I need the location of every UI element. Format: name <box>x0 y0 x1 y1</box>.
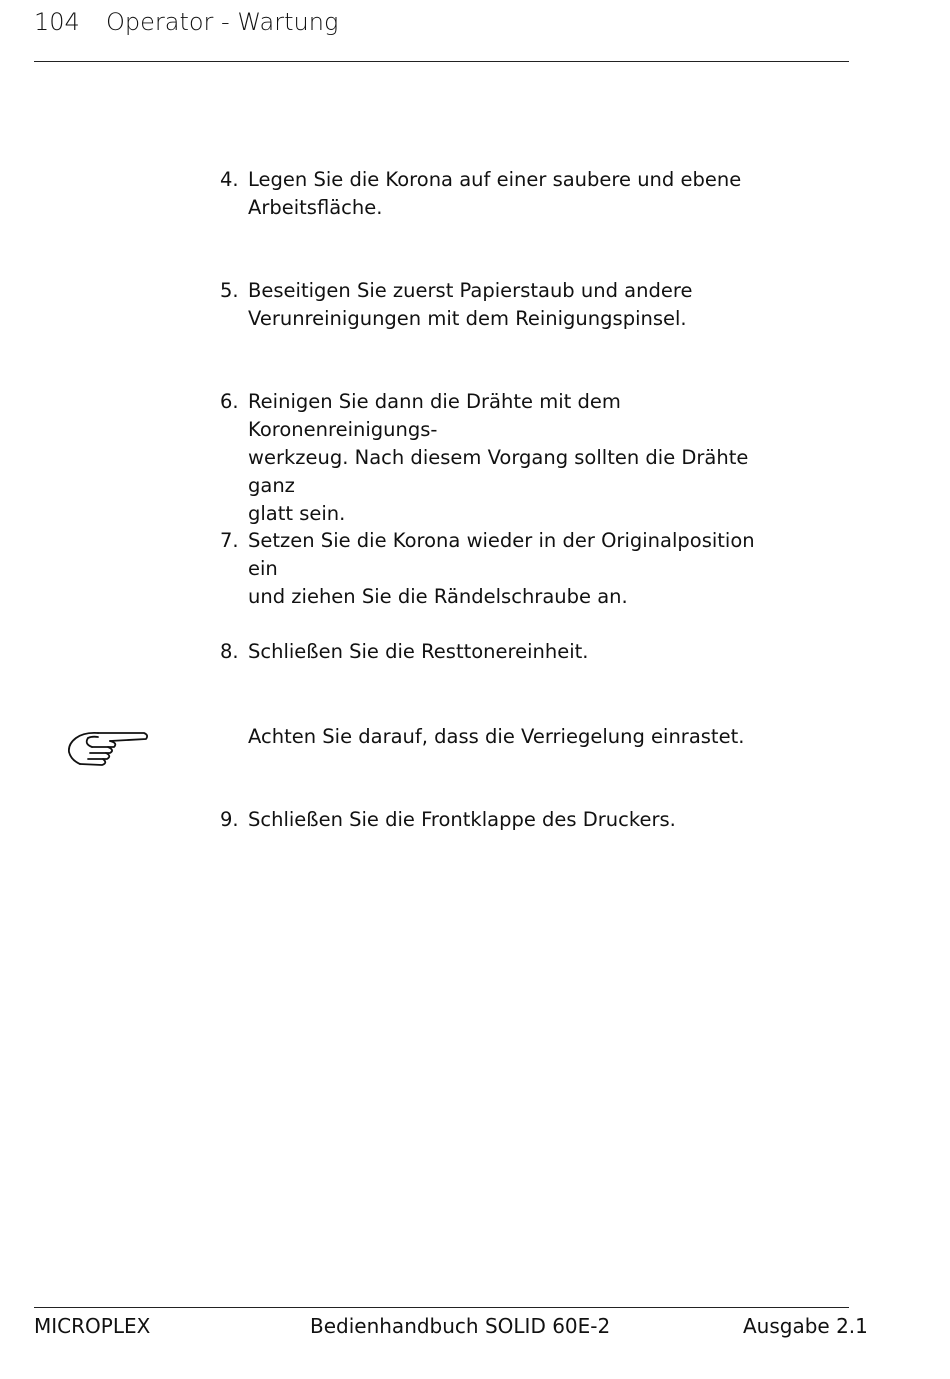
step-number: 9. <box>220 808 239 831</box>
header-rule <box>34 61 849 62</box>
footer-rule <box>34 1307 849 1308</box>
step-7 <box>220 527 790 611</box>
step-5 <box>220 277 790 333</box>
footer-manual-title: Bedienhandbuch SOLID 60E-2 <box>310 1314 611 1338</box>
step-6 <box>220 388 790 528</box>
pointing-hand-icon <box>62 722 152 770</box>
note-text: Achten Sie darauf, dass die Verriegelung einrastet. <box>248 725 745 748</box>
step-text: Legen Sie die Korona auf einer saubere und ebene Arbeitsfläche. <box>248 168 742 219</box>
page-title: Operator - Wartung <box>106 8 339 36</box>
step-number: 6. <box>220 390 239 413</box>
step-number: 4. <box>220 168 239 191</box>
page-number: 104 <box>34 8 80 36</box>
footer-brand: MICROPLEX <box>34 1314 151 1338</box>
step-text: Schließen Sie die Frontklappe des Druckers. <box>248 808 676 831</box>
step-text: Reinigen Sie dann die Drähte mit dem Koronenreinigungs- werkzeug. Nach diesem Vorgang sollten die Drähte ganz glatt sein. <box>248 390 749 525</box>
step-text: Beseitigen Sie zuerst Papierstaub und andere Verunreinigungen mit dem Reinigungspinsel. <box>248 279 693 330</box>
step-number: 8. <box>220 640 239 663</box>
step-number: 7. <box>220 529 239 552</box>
step-text: Setzen Sie die Korona wieder in der Originalposition ein und ziehen Sie die Rändelschraube an. <box>248 529 755 608</box>
step-text: Schließen Sie die Resttonereinheit. <box>248 640 589 663</box>
step-8 <box>220 638 790 666</box>
step-4 <box>220 166 790 222</box>
step-number: 5. <box>220 279 239 302</box>
step-9 <box>220 806 790 834</box>
footer-edition: Ausgabe 2.1 <box>743 1314 868 1338</box>
